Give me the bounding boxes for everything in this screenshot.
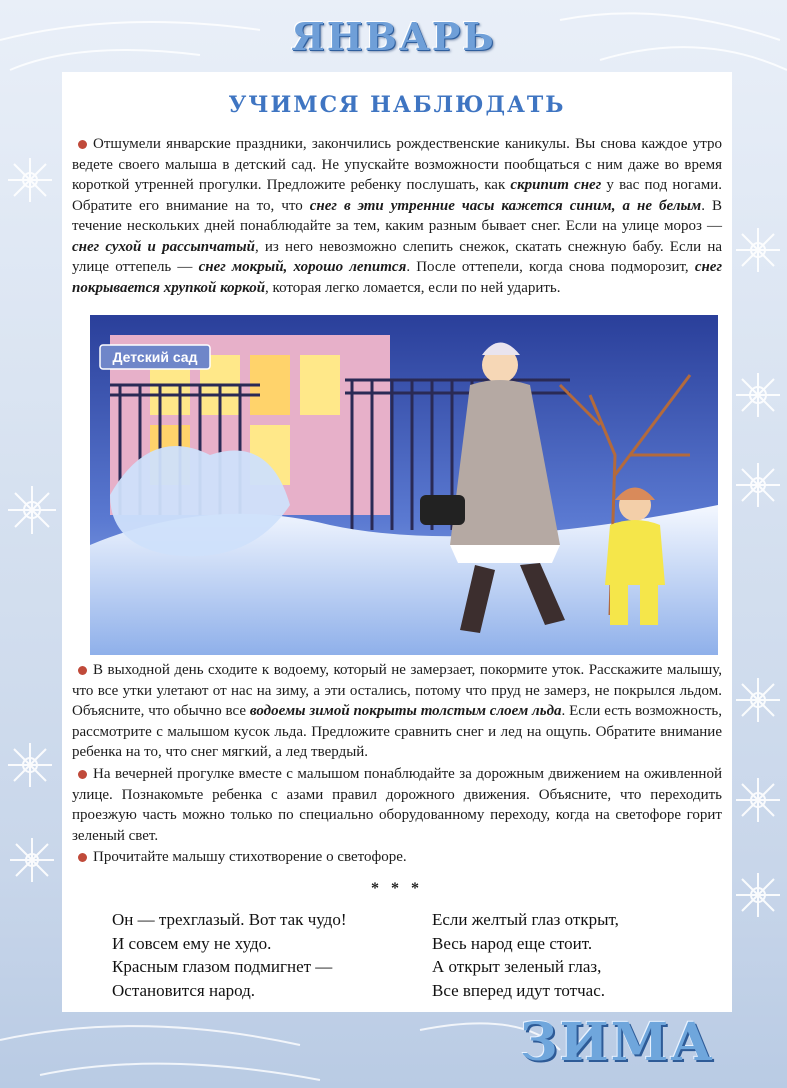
poem-line: Весь народ еще стоит. [432, 933, 593, 953]
bullet-icon [78, 140, 87, 149]
poem-left-stanza [112, 908, 346, 1002]
bullet-icon [78, 853, 87, 862]
poem-line: И совсем ему не худо. [112, 933, 272, 953]
poem-line: Остановится народ. [112, 980, 256, 1000]
poem-separator: * * * [371, 880, 423, 897]
bullet-icon [78, 770, 87, 779]
poem-line: А открыт зеленый глаз, [432, 957, 602, 976]
paragraph-poem-intro: Прочитайте малышу стихотворение о светофоре. [72, 847, 722, 868]
section-heading: УЧИМСЯ НАБЛЮДАТЬ [228, 92, 566, 118]
poem-line: Если желтый глаз открыт, [432, 910, 619, 929]
poem-line: Все вперед идут тотчас. [432, 980, 606, 1000]
poem-line: Красным глазом подмигнет — [112, 957, 333, 976]
content-sheet [62, 72, 732, 1012]
season-title: ЗИМА [520, 1012, 715, 1073]
winter-illustration [90, 315, 718, 655]
poem-right-stanza [432, 908, 619, 1002]
month-title: ЯНВАРЬ [291, 14, 496, 59]
bullet-icon [78, 666, 87, 675]
paragraph-traffic: На вечерней прогулке вместе с малышом понаблюдайте за дорожным движением на оживленной улице. Познакомьте ребенка с азами правил дорожного движения. Объясните, что переходить проезжую часть можно только по специально оборудованному переходу, когда на светофоре горит зеленый свет. [72, 766, 722, 844]
paragraph-morning-snow: Отшумели январские праздники, закончились рождественские каникулы. Вы снова каждое утро ведете своего малыша в детский сад. Не упускайте возможности пообщаться с ним даже во время короткой утренней прогулки. Предложите ребенку послушать, как скрипит снег у вас под ногами. Обратите его внимание на то, что снег в эти утренние часы кажется синим, а не белым. В течение нескольких дней понаблюдайте за тем, каким разным бывает снег. Если на улице мороз — снег сухой и рассыпчатый, из него невозможно слепить снежок, скатать снежную бабу. Если на улице оттепель — снег мокрый, хорошо лепится. После оттепели, когда снова подморозит, снег покрывается хрупкой коркой, которая легко ломается, если по ней ударить. [72, 136, 723, 296]
poem-line: Он — трехглазый. Вот так чудо! [112, 910, 347, 929]
kindergarten-sign-label: Детский сад [112, 349, 198, 365]
paragraph-pond-ducks: В выходной день сходите к водоему, который не замерзает, покормите уток. Расскажите малышу, что все утки улетают от нас на зиму, а эти остались, потому что пруд не замерз, не покрылся льдом. Объясните, что обычно все водоемы зимой покрыты толстым слоем льда. Если есть возможность, рассмотрите с малышом кусок льда. Предложите сравнить снег и лед на ощупь. Обратите внимание ребенка на то, что снег мягкий, а лед твердый. [72, 662, 722, 760]
